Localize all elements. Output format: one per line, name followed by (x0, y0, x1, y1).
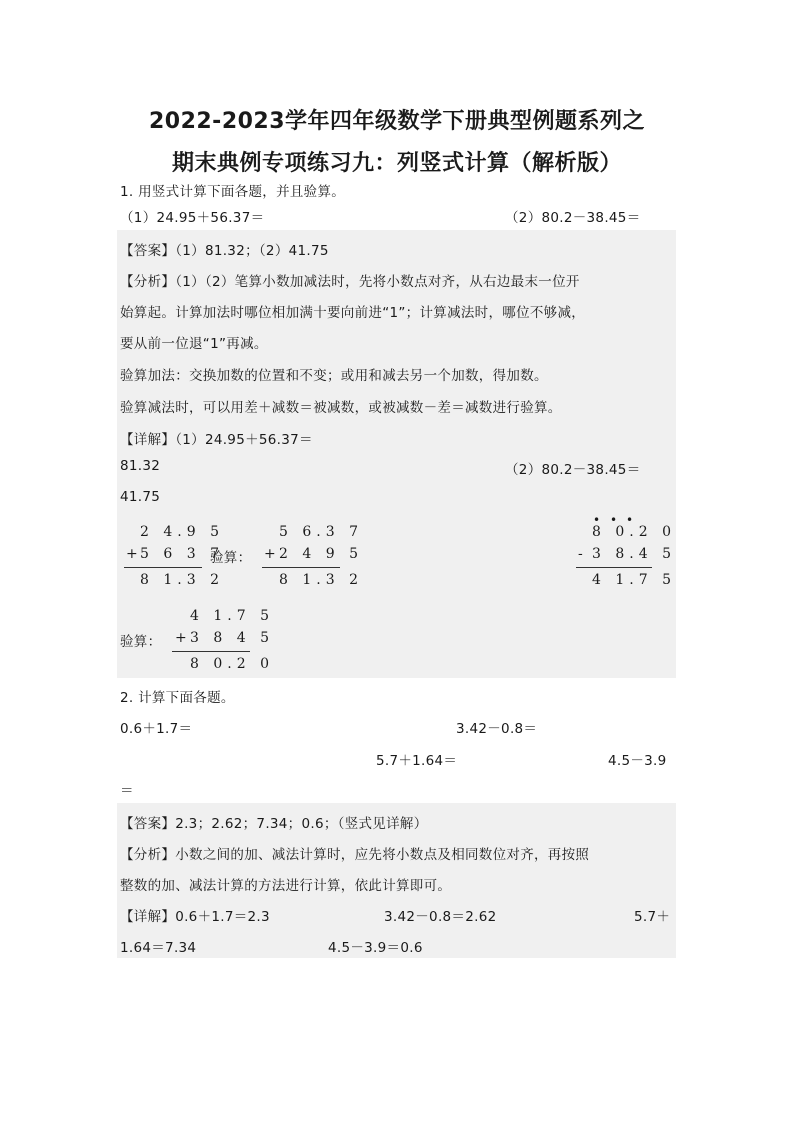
check-label-2: 验算： (120, 634, 162, 650)
v3-result: 4 1.7 5 (592, 572, 676, 588)
q2-answer: 【答案】2.3；2.62；7.34；0.6；（竖式见详解） (120, 816, 428, 832)
v4-bottom: 3 8 4 5 (190, 630, 274, 646)
v3-operator: - (578, 546, 588, 562)
q1-analysis-line1: 【分析】（1）（2）笔算小数加减法时，先将小数点对齐，从右边最末一位开 (120, 274, 580, 290)
q2-expr1: 0.6＋1.7＝ (120, 721, 193, 737)
q1-prompt: 1. 用竖式计算下面各题，并且验算。 (120, 184, 346, 200)
v2-top: 5 6.3 7 (279, 524, 363, 540)
q1-check-addition: 验算加法：交换加数的位置和不变；或用和减去另一个加数，得加数。 (120, 368, 548, 384)
q1-analysis-line2: 始算起。计算加法时哪位相加满十要向前进“1”；计算减法时，哪位不够减， (120, 305, 586, 321)
v1-result: 8 1.3 2 (140, 572, 224, 588)
v1-operator: + (126, 546, 143, 562)
q2-analysis-line2: 整数的加、减法计算的方法进行计算，依此计算即可。 (120, 878, 452, 894)
q1-item2: （2）80.2－38.45＝ (505, 210, 641, 226)
v2-result: 8 1.3 2 (279, 572, 363, 588)
v4-operator: + (175, 630, 192, 646)
v1-top: 2 4.9 5 (140, 524, 224, 540)
page-title-line1: 2022-2023学年四年级数学下册典型例题系列之 (148, 109, 646, 134)
v4-rule (172, 651, 250, 652)
v3-top: 8 0.2 0 (592, 524, 676, 540)
q2-expr3: 5.7＋1.64＝ (376, 753, 458, 769)
v2-rule (262, 567, 340, 568)
q2-detail5: 4.5－3.9＝0.6 (328, 940, 423, 956)
v1-bottom: 5 6 3 7 (140, 546, 224, 562)
v4-result: 8 0.2 0 (190, 656, 274, 672)
q1-analysis-line3: 要从前一位退“1”再减。 (120, 336, 268, 352)
q1-result2: 41.75 (120, 489, 161, 505)
q1-detail-head: 【详解】（1）24.95＋56.37＝ (120, 432, 313, 448)
q1-item1: （1）24.95＋56.37＝ (120, 210, 265, 226)
q2-expr4: 4.5－3.9 (608, 753, 667, 769)
v3-bottom: 3 8.4 5 (592, 546, 676, 562)
v4-top: 4 1.7 5 (190, 608, 274, 624)
q2-prompt: 2. 计算下面各题。 (120, 690, 235, 706)
q2-detail3: 5.7＋ (634, 909, 671, 925)
v1-rule (124, 567, 202, 568)
q1-detail-item2: （2）80.2－38.45＝ (505, 462, 641, 478)
q2-detail1: 【详解】0.6＋1.7＝2.3 (120, 909, 270, 925)
v2-bottom: 2 4 9 5 (279, 546, 363, 562)
q2-analysis-line1: 【分析】小数之间的加、减法计算时，应先将小数点及相同数位对齐，再按照 (120, 847, 590, 863)
q1-result1: 81.32 (120, 458, 161, 474)
q1-answer: 【答案】（1）81.32；（2）41.75 (120, 243, 329, 259)
q2-detail4: 1.64＝7.34 (120, 940, 197, 956)
q2-expr4-equals: ＝ (120, 783, 134, 799)
q2-detail2: 3.42－0.8＝2.62 (384, 909, 497, 925)
v3-rule (576, 567, 652, 568)
page-title-line2: 期末典例专项练习九：列竖式计算（解析版） (171, 151, 622, 176)
v2-operator: + (264, 546, 281, 562)
q1-check-subtraction: 验算减法时，可以用差＋减数＝被减数，或被减数－差＝减数进行验算。 (120, 400, 562, 416)
check-label: 验算： (210, 550, 252, 566)
q2-expr2: 3.42－0.8＝ (456, 721, 538, 737)
